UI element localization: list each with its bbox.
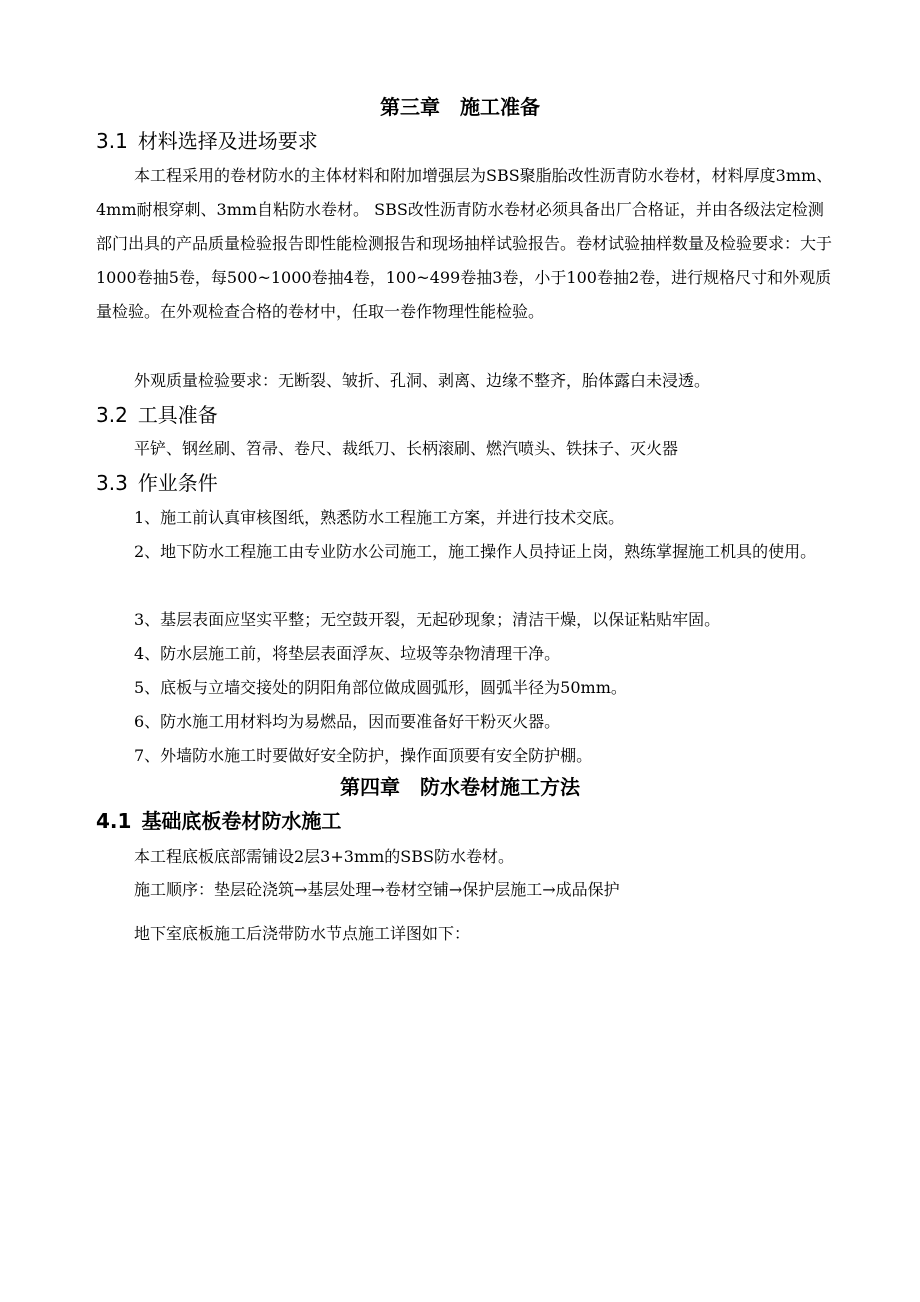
chapter-4-title: 第四章 防水卷材施工方法 xyxy=(340,775,580,799)
list-item: 5、底板与立墙交接处的阴阳角部位做成圆弧形，圆弧半径为50mm。 xyxy=(134,678,627,697)
list-item: 4、防水层施工前，将垫层表面浮灰、垃圾等杂物清理干净。 xyxy=(134,644,561,663)
materials-paragraph: 本工程采用的卷材防水的主体材料和附加增强层为SBS聚脂胎改性沥青防水卷材，材料厚度3mm、4mm耐根穿刺、3mm自粘防水卷材。 SBS改性沥青防水卷材必须具备出厂合格证，并由各级法定检测部门出具的产品质量检验报告即性能检测报告和现场抽样试验报告。卷材试验抽样数量及检验要求：大于1000卷抽5卷，每500~1000卷抽4卷，100~499卷抽3卷，小于100卷抽2卷，进行规格尺寸和外观质量检验。在外观检查合格的卷材中，任取一卷作物理性能检验。 xyxy=(96,166,833,321)
list-item: 6、防水施工用材料均为易燃品，因而要准备好干粉灭火器。 xyxy=(134,712,561,731)
section-title: 工具准备 xyxy=(137,403,218,427)
detail-drawing-intro-text: 地下室底板施工后浇带防水节点施工详图如下： xyxy=(134,924,471,943)
tools-list: 平铲、钢丝刷、笤帚、卷尺、裁纸刀、长柄滚刷、燃汽喷头、铁抹子、灭火器 xyxy=(134,439,679,458)
section-title: 材料选择及进场要求 xyxy=(137,129,318,153)
construction-sequence-text: 施工顺序：垫层砼浇筑→基层处理→卷材空铺→保护层施工→成品保护 xyxy=(134,880,620,899)
section-4-1-heading xyxy=(96,808,341,834)
section-number: 3.1 xyxy=(96,129,128,153)
list-item: 3、基层表面应坚实平整；无空鼓开裂，无起砂现象；清洁干燥，以保证粘贴牢固。 xyxy=(134,610,721,629)
appearance-requirements-paragraph: 外观质量检验要求：无断裂、皱折、孔洞、剥离、边缘不整齐，胎体露白未浸透。 xyxy=(134,371,711,390)
list-item: 2、地下防水工程施工由专业防水公司施工，施工操作人员持证上岗，熟练掌握施工机具的使用。 xyxy=(134,542,817,561)
list-item: 1、施工前认真审核图纸，熟悉防水工程施工方案，并进行技术交底。 xyxy=(134,508,625,527)
section-number: 3.3 xyxy=(96,471,128,495)
chapter-3-title: 第三章 施工准备 xyxy=(380,95,540,119)
section-3-3-heading xyxy=(96,470,218,496)
section-title: 作业条件 xyxy=(137,471,218,495)
list-item: 7、外墙防水施工时要做好安全防护，操作面顶要有安全防护棚。 xyxy=(134,746,593,765)
section-number: 3.2 xyxy=(96,403,128,427)
section-3-1-heading xyxy=(96,128,318,154)
floor-layers-text: 本工程底板底部需铺设2层3+3mm的SBS防水卷材。 xyxy=(134,847,514,866)
section-number: 4.1 xyxy=(96,809,132,833)
section-3-2-heading xyxy=(96,402,218,428)
section-title: 基础底板卷材防水施工 xyxy=(141,809,342,833)
